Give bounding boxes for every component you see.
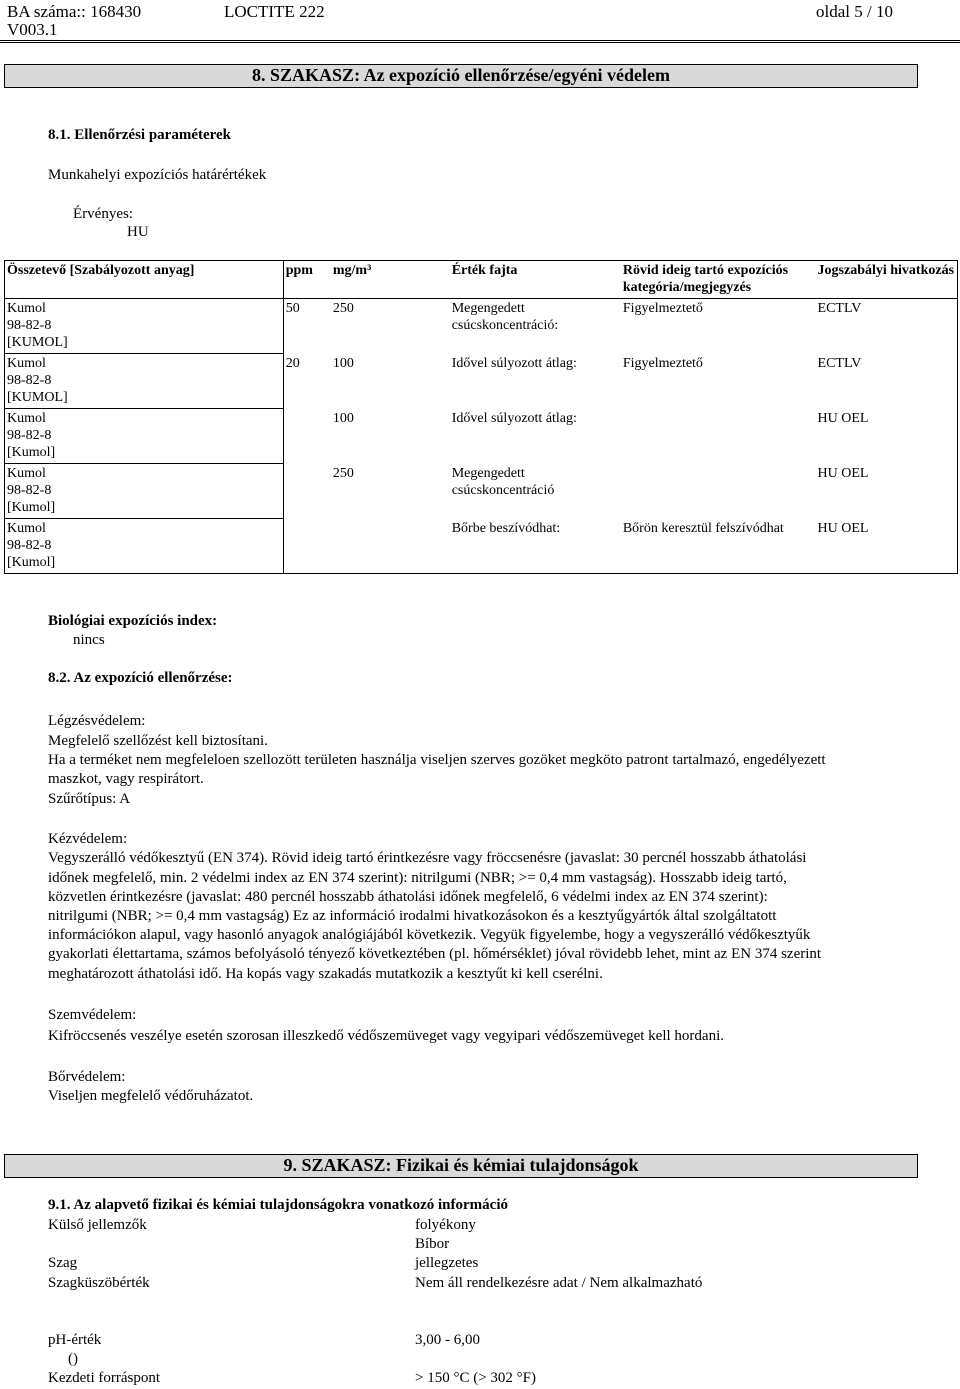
header-rule-2 bbox=[0, 42, 960, 43]
prop-label-boiling-point: Kezdeti forráspont bbox=[48, 1370, 161, 1386]
row-mgm3: 250 bbox=[332, 465, 354, 481]
row-ppm: 20 bbox=[283, 354, 331, 409]
table-row bbox=[5, 299, 958, 354]
skin-protection-text: Viseljen megfelelő védőruházatot. bbox=[48, 1088, 254, 1104]
prop-label-odor-threshold: Szagküszöbérték bbox=[48, 1275, 150, 1291]
row-short-term: Figyelmeztető bbox=[622, 301, 703, 316]
row-mgm3: 100 bbox=[332, 355, 354, 371]
row-component: Kumol 98-82-8 [Kumol] bbox=[5, 519, 284, 574]
respiratory-label: Légzésvédelem: bbox=[48, 713, 146, 729]
row-component: Kumol 98-82-8 [Kumol] bbox=[5, 409, 284, 464]
hand-protection-line: nitrilgumi (NBR; >= 0,4 mm vastagság) Ez az információ irodalmi hivatkozásokon és a kesztyűgyártók által szolgáltatott bbox=[48, 908, 777, 924]
subsection-8-2: 8.2. Az expozíció ellenőrzése: bbox=[48, 670, 233, 686]
col-value-type: Érték fajta bbox=[450, 261, 621, 299]
row-short-term bbox=[621, 464, 816, 519]
row-value-type: Idővel súlyozott átlag: bbox=[451, 410, 577, 426]
hand-protection-line: gyakorlati élettartama, számos befolyásoló tényező következtében (pl. hőmérséklet) jóval rövidebb lehet, mint az EN 374 szerint bbox=[48, 946, 822, 962]
prop-label-ph: pH-érték bbox=[48, 1332, 102, 1348]
prop-label-ph-unit: () bbox=[68, 1351, 78, 1367]
section9-band bbox=[4, 1154, 918, 1178]
col-mgm3: mg/m³ bbox=[331, 261, 450, 299]
subsection-8-1: 8.1. Ellenőrzési paraméterek bbox=[48, 127, 232, 143]
prop-value-odor: jellegzetes bbox=[415, 1255, 479, 1271]
valid-label: Érvényes: bbox=[73, 206, 133, 222]
row-short-term: Bőrön keresztül felszívódhat bbox=[621, 519, 816, 574]
ba-number: BA száma:: 168430 bbox=[7, 2, 142, 21]
hand-protection-line: közvetlen érintkezésre (javaslat: 480 percnél hosszabb áthatolási időnek megfelelő, 6 védelmi index az EN 374 szerint): bbox=[48, 889, 768, 905]
col-ppm: ppm bbox=[283, 261, 331, 299]
prop-value-odor-threshold: Nem áll rendelkezésre adat / Nem alkalmazható bbox=[415, 1275, 703, 1291]
exposure-table bbox=[4, 260, 958, 574]
row-value-type: Bőrbe beszívódhat: bbox=[450, 519, 621, 574]
prop-label-appearance: Külső jellemzők bbox=[48, 1217, 147, 1233]
table-row bbox=[5, 354, 958, 409]
header-rule bbox=[0, 40, 960, 41]
row-component: Kumol 98-82-8 [Kumol] bbox=[5, 464, 284, 519]
row-component: Kumol 98-82-8 [KUMOL] bbox=[5, 299, 284, 354]
subsection-9-1: 9.1. Az alapvető fizikai és kémiai tulajdonságokra vonatkozó információ bbox=[48, 1197, 508, 1213]
row-legal-ref: ECTLV bbox=[816, 299, 958, 354]
valid-value: HU bbox=[127, 224, 149, 240]
row-mgm3 bbox=[331, 519, 450, 574]
prop-value-ph: 3,00 - 6,00 bbox=[415, 1332, 480, 1348]
row-legal-ref: ECTLV bbox=[816, 354, 958, 409]
row-value-type: Megengedett csúcskoncentráció: bbox=[451, 301, 559, 333]
skin-protection-label: Bőrvédelem: bbox=[48, 1069, 126, 1085]
prop-label-odor: Szag bbox=[48, 1255, 78, 1271]
col-legal-ref: Jogszabályi hivatkozás bbox=[816, 261, 958, 299]
row-mgm3: 250 bbox=[332, 301, 354, 316]
row-legal-ref: HU OEL bbox=[816, 519, 958, 574]
hand-protection-line: meghatározott áthatolási idő. Ha kopás vagy szakadás mutatkozik a kesztyűt ki kell cserélni. bbox=[48, 966, 603, 982]
section8-band bbox=[4, 64, 918, 88]
row-legal-ref: HU OEL bbox=[816, 409, 958, 464]
table-row bbox=[5, 409, 958, 464]
respiratory-line-3: maszkot, vagy respirátort. bbox=[48, 771, 204, 787]
col-component: Összetevő [Szabályozott anyag] bbox=[5, 261, 284, 299]
row-component: Kumol 98-82-8 [KUMOL] bbox=[5, 354, 284, 409]
table-header-row bbox=[5, 261, 958, 299]
row-mgm3: 100 bbox=[332, 410, 354, 426]
prop-value-appearance: folyékony bbox=[415, 1217, 476, 1233]
prop-value-color: Bíbor bbox=[415, 1236, 450, 1252]
workplace-limits-heading: Munkahelyi expozíciós határértékek bbox=[48, 167, 267, 183]
col-short-term: Rövid ideig tartó expozíciós kategória/megjegyzés bbox=[621, 261, 816, 299]
bio-index-label: Biológiai expozíciós index: bbox=[48, 613, 218, 629]
respiratory-line-2: Ha a terméket nem megfeleloen szellozött területen használja viseljen szerves gozöket megköto patront tartalmazó, engedélyezett bbox=[48, 752, 826, 768]
hand-protection-line: információkon alapul, vagy hasonló anyagok analógiájából következik. Vegyük figyelembe, hogy a vegyszerálló védőkesztyűk bbox=[48, 927, 811, 943]
row-ppm bbox=[283, 409, 331, 464]
row-short-term: Figyelmeztető bbox=[622, 355, 703, 371]
row-value-type: Megengedett csúcskoncentráció bbox=[451, 465, 555, 498]
hand-protection-label: Kézvédelem: bbox=[48, 831, 128, 847]
row-value-type: Idővel súlyozott átlag: bbox=[451, 355, 577, 371]
eye-protection-text: Kifröccsenés veszélye esetén szorosan illeszkedő védőszemüveget vagy vegyipari védőszemüveget kell hordani. bbox=[48, 1028, 724, 1044]
hand-protection-line: Vegyszerálló védőkesztyű (EN 374). Rövid ideig tartó érintkezésre vagy fröccsenésre (javaslat: 30 percnél hosszabb áthatolási bbox=[48, 850, 807, 866]
respiratory-line-1: Megfelelő szellőzést kell biztosítani. bbox=[48, 733, 268, 749]
section8-title: 8. SZAKASZ: Az expozíció ellenőrzése/egyéni védelem bbox=[252, 65, 670, 85]
filter-type: Szűrőtípus: A bbox=[48, 791, 131, 807]
table-row bbox=[5, 519, 958, 574]
version: V003.1 bbox=[7, 20, 58, 39]
prop-value-boiling-point: > 150 °C (> 302 °F) bbox=[415, 1370, 537, 1386]
row-ppm: 50 bbox=[283, 299, 331, 354]
row-short-term bbox=[621, 409, 816, 464]
page-number: oldal 5 / 10 bbox=[816, 2, 893, 21]
row-ppm bbox=[283, 464, 331, 519]
hand-protection-line: időnek megfelelő, min. 2 védelmi index az EN 374 szerint): nitrilgumi (NBR; >= 0,4 mm vastagság). Hosszabb ideig tartó, bbox=[48, 870, 787, 886]
bio-index-value: nincs bbox=[73, 632, 105, 648]
table-row bbox=[5, 464, 958, 519]
row-ppm bbox=[283, 519, 331, 574]
product-name: LOCTITE 222 bbox=[224, 2, 325, 21]
eye-protection-label: Szemvédelem: bbox=[48, 1007, 137, 1023]
row-legal-ref: HU OEL bbox=[816, 464, 958, 519]
section9-title: 9. SZAKASZ: Fizikai és kémiai tulajdonságok bbox=[283, 1155, 639, 1175]
